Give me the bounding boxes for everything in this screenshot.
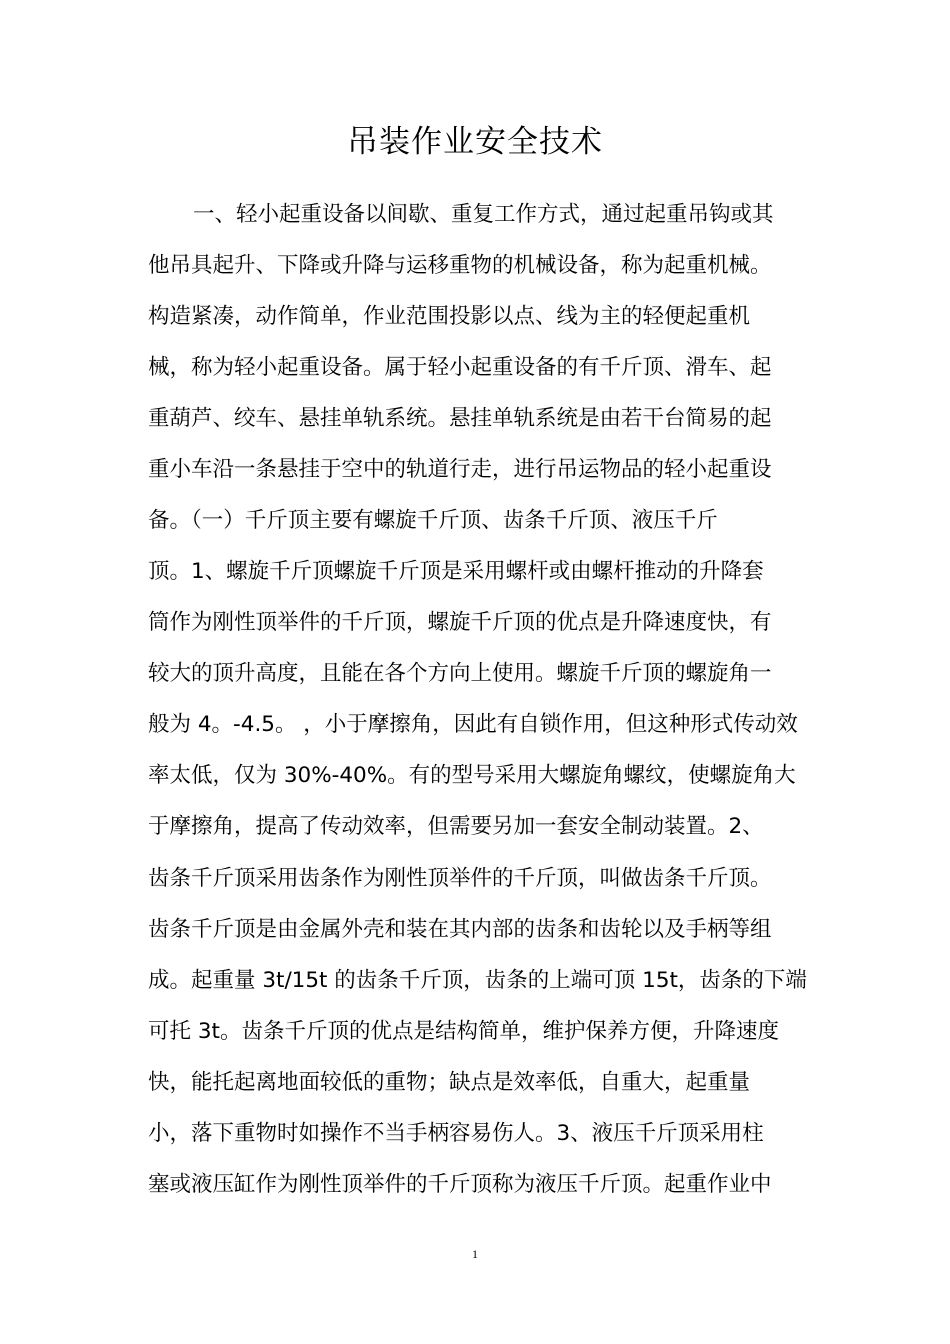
document-title: 吊装作业安全技术	[347, 124, 603, 160]
body-line: 般为 4。-4.5。 ，小于摩擦角，因此有自锁作用，但这种形式传动效	[148, 712, 798, 737]
body-line: 快，能托起离地面较低的重物；缺点是效率低，自重大，起重量	[148, 1070, 751, 1095]
body-line: 重小车沿一条悬挂于空中的轨道行走，进行吊运物品的轻小起重设	[148, 457, 772, 482]
body-line: 构造紧凑，动作简单，作业范围投影以点、线为主的轻便起重机	[148, 304, 751, 329]
page-number: 1	[472, 1247, 478, 1261]
body-line: 筒作为刚性顶举件的千斤顶，螺旋千斤顶的优点是升降速度快，有	[148, 610, 772, 635]
body-line: 率太低，仅为 30%-40%。有的型号采用大螺旋角螺纹，使螺旋角大	[148, 763, 796, 788]
body-line: 较大的顶升高度，且能在各个方向上使用。螺旋千斤顶的螺旋角一	[148, 661, 772, 686]
body-line: 塞或液压缸作为刚性顶举件的千斤顶称为液压千斤顶。起重作业中	[148, 1172, 772, 1197]
body-line: 成。起重量 3t/15t 的齿条千斤顶，齿条的上端可顶 15t，齿条的下端	[148, 968, 807, 993]
body-line: 小，落下重物时如操作不当手柄容易伤人。3、液压千斤顶采用柱	[148, 1121, 764, 1146]
body-line: 备。（一）千斤顶主要有螺旋千斤顶、齿条千斤顶、液压千斤	[148, 508, 718, 533]
body-line: 械，称为轻小起重设备。属于轻小起重设备的有千斤顶、滑车、起	[148, 355, 772, 380]
body-line: 他吊具起升、下降或升降与运移重物的机械设备，称为起重机械。	[148, 253, 772, 278]
body-line: 于摩擦角，提高了传动效率，但需要另加一套安全制动装置。2、	[148, 814, 764, 839]
body-line: 齿条千斤顶是由金属外壳和装在其内部的齿条和齿轮以及手柄等组	[148, 917, 772, 942]
body-line: 重葫芦、绞车、悬挂单轨系统。悬挂单轨系统是由若干台简易的起	[148, 406, 772, 431]
body-line: 可托 3t。齿条千斤顶的优点是结构简单，维护保养方便，升降速度	[148, 1019, 779, 1044]
body-line: 顶。1、螺旋千斤顶螺旋千斤顶是采用螺杆或由螺杆推动的升降套	[148, 559, 764, 584]
body-line: 齿条千斤顶采用齿条作为刚性顶举件的千斤顶，叫做齿条千斤顶。	[148, 866, 772, 891]
body-line: 一、轻小起重设备以间歇、重复工作方式，通过起重吊钩或其	[193, 202, 774, 227]
